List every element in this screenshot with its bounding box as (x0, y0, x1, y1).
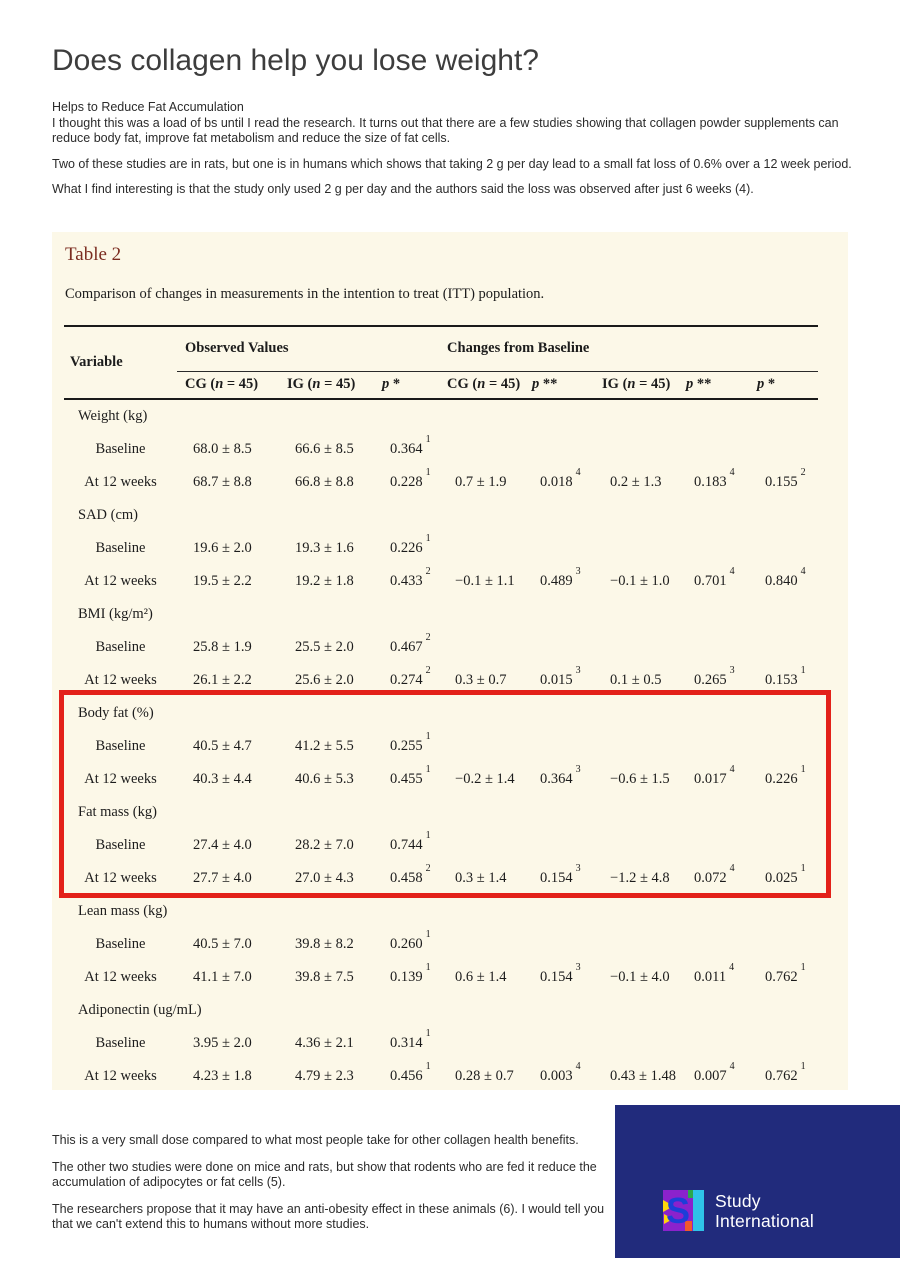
table-cell: −0.1 ± 1.1 (455, 573, 515, 589)
group-header-changes-from-baseline: Changes from Baseline (439, 326, 818, 371)
table-cell (749, 532, 818, 565)
table-cell (524, 433, 594, 466)
table-cell: 0.7 ± 1.9 (455, 474, 507, 490)
brand-name-line2: International (715, 1210, 814, 1231)
table-cell: −1.2 ± 4.8 (610, 870, 670, 886)
table-cell: 25.8 ± 1.9 (193, 639, 252, 655)
table-cell (749, 433, 818, 466)
table-row (64, 1060, 818, 1093)
table-cell: 0.072$^4$ (694, 863, 735, 886)
table-cell: 41.2 ± 5.5 (295, 738, 354, 754)
row-label: Baseline (95, 1035, 146, 1051)
table-caption: Comparison of changes in measurements in the intention to treat (ITT) population. (65, 286, 545, 302)
table-cell (439, 730, 524, 763)
table-cell (594, 730, 678, 763)
table-cell: 25.5 ± 2.0 (295, 639, 354, 655)
table-cell (594, 532, 678, 565)
group-header-observed-values: Observed Values (177, 326, 439, 371)
table-cell: 0.025$^1$ (765, 863, 806, 886)
table-cell (678, 631, 749, 664)
intro-paragraph: Two of these studies are in rats, but one is in humans which shows that taking 2 g per day lead to a small fat loss of 0.6% over a 12 week period. (52, 156, 852, 171)
table-cell: 0.226$^1$ (390, 533, 431, 556)
table-cell: 0.840$^4$ (765, 566, 806, 589)
row-label: Baseline (95, 837, 146, 853)
table-cell (678, 829, 749, 862)
table-cell (439, 532, 524, 565)
section-row (64, 895, 818, 928)
table-cell: 0.274$^2$ (390, 665, 431, 688)
table-row (64, 532, 818, 565)
section-label: Adiponectin (ug/mL) (78, 1002, 202, 1018)
table-cell: 0.265$^3$ (694, 665, 735, 688)
intro-paragraph: What I find interesting is that the study only used 2 g per day and the authors said the loss was observed after just 6 weeks (4). (52, 182, 754, 196)
table-cell: 19.5 ± 2.2 (193, 573, 252, 589)
table-cell (524, 829, 594, 862)
table-cell (678, 928, 749, 961)
table-cell: 0.762$^1$ (765, 962, 806, 985)
table-cell (678, 730, 749, 763)
section-row (64, 499, 818, 532)
brand-name (715, 1191, 814, 1231)
table-cell: 0.364$^1$ (390, 434, 431, 457)
table-cell: 66.8 ± 8.8 (295, 474, 354, 490)
table-cell: 40.6 ± 5.3 (295, 771, 354, 787)
section-label: Fat mass (kg) (78, 804, 157, 820)
table-cell: 0.455$^1$ (390, 764, 431, 787)
table-row (64, 565, 818, 598)
row-label: Baseline (95, 540, 146, 556)
footer-paragraph: The other two studies were done on mice and rats, but show that rodents who are fed it reduce the accumulation of adipocytes or fat cells (5). (52, 1159, 597, 1189)
table-cell: 4.79 ± 2.3 (295, 1068, 354, 1084)
table-cell: 0.228$^1$ (390, 467, 431, 490)
table-cell: 0.007$^4$ (694, 1061, 735, 1084)
brand-name-line1: Study (715, 1190, 761, 1211)
table-cell: 0.1 ± 0.5 (610, 672, 662, 688)
table-row (64, 829, 818, 862)
col-header-p3: p ** (678, 371, 749, 399)
section-row (64, 697, 818, 730)
table-cell (749, 928, 818, 961)
section-label: BMI (kg/m²) (78, 606, 153, 622)
table-cell: 4.36 ± 2.1 (295, 1035, 354, 1051)
row-label: Baseline (95, 936, 146, 952)
col-header-ig-changes: IG (n = 45) (594, 371, 678, 399)
intro-paragraph: Helps to Reduce Fat Accumulation I thought this was a load of bs until I read the research. It turns out that there are a few studies showing that collagen powder supplements can reduce body fat, improve fat metabolism and reduce the size of fat cells. (52, 100, 839, 145)
table-cell: 0.2 ± 1.3 (610, 474, 662, 490)
table-cell: 0.489$^3$ (540, 566, 581, 589)
section-label: Body fat (%) (78, 705, 154, 721)
table-cell: 0.456$^1$ (390, 1061, 431, 1084)
table-cell: 0.154$^3$ (540, 962, 581, 985)
table-cell (524, 631, 594, 664)
table-row (64, 433, 818, 466)
table-cell: 0.701$^4$ (694, 566, 735, 589)
table-row (64, 862, 818, 895)
table-cell: 0.467$^2$ (390, 632, 431, 655)
table-cell: 0.364$^3$ (540, 764, 581, 787)
table-cell (439, 631, 524, 664)
col-header-cg-observed: CG (n = 45) (177, 371, 279, 399)
table-cell: 0.433$^2$ (390, 566, 431, 589)
table-cell (439, 928, 524, 961)
table-cell: 0.458$^2$ (390, 863, 431, 886)
section-row (64, 796, 818, 829)
section-row (64, 399, 818, 433)
table-cell: 0.744$^1$ (390, 830, 431, 853)
table-cell (524, 928, 594, 961)
col-header-p2: p ** (524, 371, 594, 399)
brand-lockup (663, 1190, 814, 1231)
table-cell (439, 1027, 524, 1060)
table-cell: 0.3 ± 1.4 (455, 870, 507, 886)
table-cell (678, 1027, 749, 1060)
footer-paragraph: The researchers propose that it may have an anti-obesity effect in these animals (6). I would tell you that we can't extend this to humans without more studies. (52, 1201, 605, 1231)
table-cell: 0.153$^1$ (765, 665, 806, 688)
table-cell: 25.6 ± 2.0 (295, 672, 354, 688)
section-row (64, 994, 818, 1027)
table-cell (594, 433, 678, 466)
table-cell (749, 1027, 818, 1060)
table-row (64, 466, 818, 499)
table-cell: 40.5 ± 7.0 (193, 936, 252, 952)
row-label: Baseline (95, 639, 146, 655)
section-label: SAD (cm) (78, 507, 139, 523)
table-cell: 0.011$^4$ (694, 962, 735, 985)
table-row (64, 730, 818, 763)
table-cell: 19.3 ± 1.6 (295, 540, 354, 556)
table-title: Table 2 (65, 244, 122, 265)
table-cell (524, 1027, 594, 1060)
table-cell (439, 433, 524, 466)
table-cell: 19.6 ± 2.0 (193, 540, 252, 556)
table-row (64, 928, 818, 961)
row-label: At 12 weeks (84, 573, 157, 589)
table-cell: 0.018$^4$ (540, 467, 581, 490)
table-row (64, 631, 818, 664)
table-body (64, 399, 818, 1093)
section-row (64, 598, 818, 631)
col-header-variable: Variable (64, 326, 177, 399)
intro-text (52, 100, 868, 208)
row-label: At 12 weeks (84, 771, 157, 787)
table-cell (524, 532, 594, 565)
table-cell: 68.0 ± 8.5 (193, 441, 252, 457)
row-label: At 12 weeks (84, 870, 157, 886)
table-cell: 39.8 ± 7.5 (295, 969, 354, 985)
section-label: Lean mass (kg) (78, 903, 168, 919)
table-cell: 0.154$^3$ (540, 863, 581, 886)
table-cell: 27.0 ± 4.3 (295, 870, 354, 886)
logo-monogram: S (665, 1190, 691, 1231)
table-cell: 0.139$^1$ (390, 962, 431, 985)
table-row (64, 664, 818, 697)
footer-text (52, 1133, 612, 1244)
table-cell: 28.2 ± 7.0 (295, 837, 354, 853)
table-row (64, 961, 818, 994)
page-title: Does collagen help you lose weight? (52, 44, 539, 77)
table-cell: 0.255$^1$ (390, 731, 431, 754)
table-cell (678, 532, 749, 565)
table-group-header-row (64, 326, 818, 371)
table-cell: 27.7 ± 4.0 (193, 870, 252, 886)
table-cell: 0.183$^4$ (694, 467, 735, 490)
table-col-header-row (64, 371, 818, 399)
brand-banner (615, 1105, 900, 1258)
table-cell (594, 829, 678, 862)
study-international-logo-icon (663, 1190, 704, 1231)
table-cell: 26.1 ± 2.2 (193, 672, 252, 688)
table-cell: −0.2 ± 1.4 (455, 771, 515, 787)
table-cell: 19.2 ± 1.8 (295, 573, 354, 589)
table-cell: 39.8 ± 8.2 (295, 936, 354, 952)
col-header-ig-observed: IG (n = 45) (279, 371, 374, 399)
table-cell (749, 829, 818, 862)
table-row (64, 1027, 818, 1060)
table-cell: 0.155$^2$ (765, 467, 806, 490)
row-label: At 12 weeks (84, 969, 157, 985)
table-cell (678, 433, 749, 466)
table-cell (594, 928, 678, 961)
table-cell: 0.226$^1$ (765, 764, 806, 787)
table-cell: 41.1 ± 7.0 (193, 969, 252, 985)
footer-paragraph: This is a very small dose compared to what most people take for other collagen health benefits. (52, 1133, 579, 1147)
table-cell: 4.23 ± 1.8 (193, 1068, 252, 1084)
row-label: At 12 weeks (84, 474, 157, 490)
table-cell: 66.6 ± 8.5 (295, 441, 354, 457)
table-cell: −0.1 ± 4.0 (610, 969, 670, 985)
data-table (64, 325, 818, 1093)
table-cell (439, 829, 524, 862)
table-cell: 0.003$^4$ (540, 1061, 581, 1084)
row-label: At 12 weeks (84, 672, 157, 688)
section-label: Weight (kg) (78, 408, 148, 424)
table-cell: 0.015$^3$ (540, 665, 581, 688)
col-header-cg-changes: CG (n = 45) (439, 371, 524, 399)
table-cell: 0.017$^4$ (694, 764, 735, 787)
table-cell: 68.7 ± 8.8 (193, 474, 252, 490)
table-cell: 0.314$^1$ (390, 1028, 431, 1051)
table-cell: 40.5 ± 4.7 (193, 738, 252, 754)
table-cell: 0.6 ± 1.4 (455, 969, 507, 985)
table-cell: 0.3 ± 0.7 (455, 672, 507, 688)
row-label: Baseline (95, 738, 146, 754)
table-row (64, 763, 818, 796)
table-cell (749, 730, 818, 763)
table-cell: 3.95 ± 2.0 (193, 1035, 252, 1051)
table-cell: −0.6 ± 1.5 (610, 771, 670, 787)
row-label: At 12 weeks (84, 1068, 157, 1084)
table-cell (594, 1027, 678, 1060)
table-cell: 40.3 ± 4.4 (193, 771, 252, 787)
table-cell: −0.1 ± 1.0 (610, 573, 670, 589)
table-cell: 0.28 ± 0.7 (455, 1068, 514, 1084)
table-cell: 27.4 ± 4.0 (193, 837, 252, 853)
table-cell: 0.260$^1$ (390, 929, 431, 952)
table-cell (749, 631, 818, 664)
table-cell: 0.43 ± 1.48 (610, 1068, 676, 1084)
table-cell (594, 631, 678, 664)
table-panel (52, 232, 848, 1090)
col-header-p4: p * (749, 371, 818, 399)
table-cell: 0.762$^1$ (765, 1061, 806, 1084)
table-cell (524, 730, 594, 763)
col-header-p1: p * (374, 371, 439, 399)
row-label: Baseline (95, 441, 146, 457)
